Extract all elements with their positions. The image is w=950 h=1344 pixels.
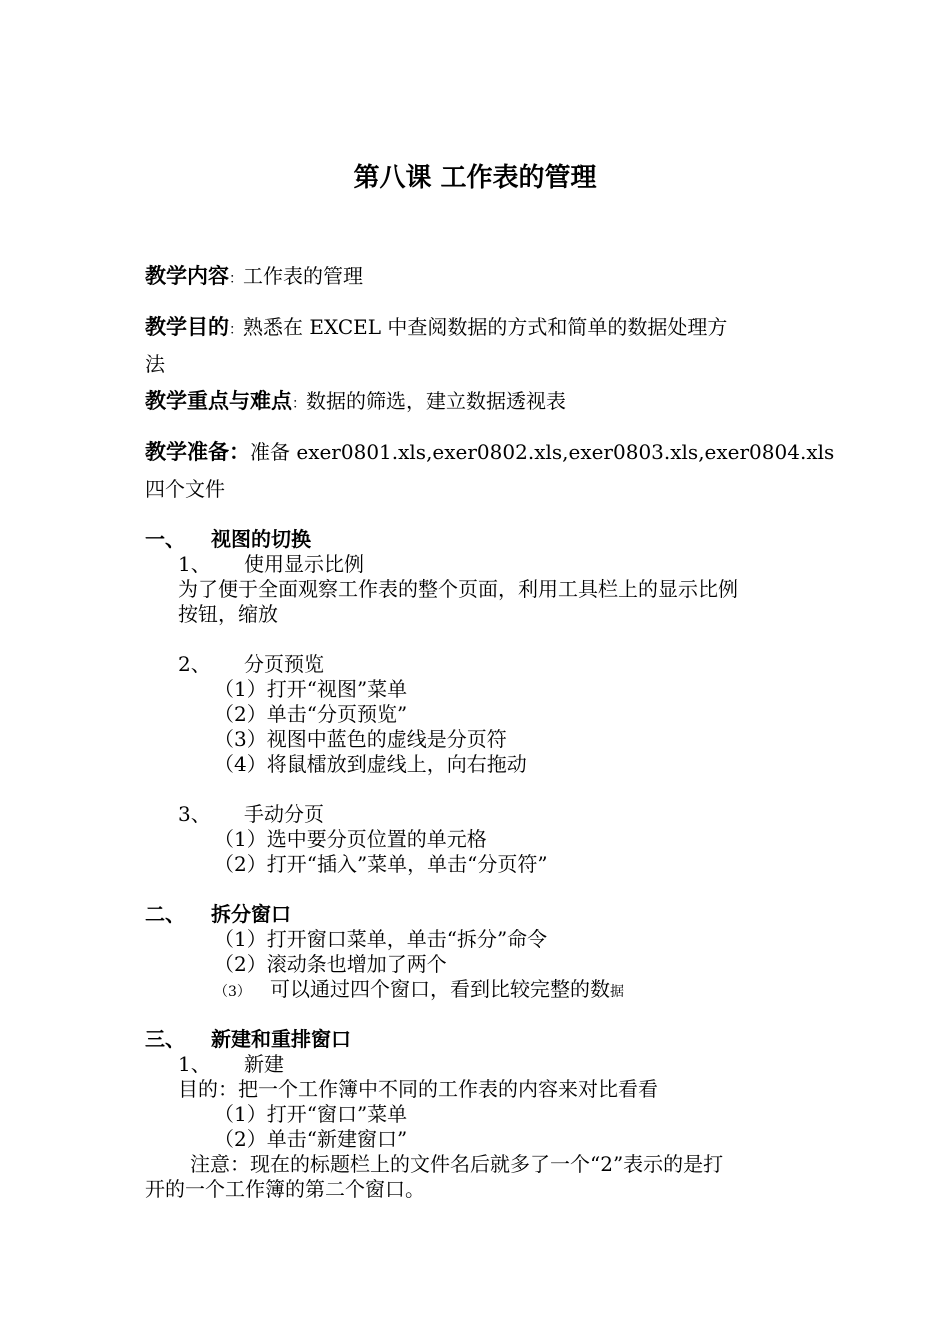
section-2-number: 二、 <box>145 902 185 926</box>
step-item: （4）将鼠檑放到虚线上，向右拖动 <box>214 752 527 776</box>
teaching-content: 教学内容：工作表的管理 <box>145 264 363 288</box>
teaching-focus-text: 数据的筛选，建立数据透视表 <box>306 389 566 413</box>
teaching-goal-label: 教学目的 <box>145 315 229 339</box>
step-item: （1）打开窗口菜单，单击“拆分”命令 <box>214 927 548 951</box>
teaching-prep-text-cont: 四个文件 <box>145 477 225 501</box>
subsection-1-1: 1、 使用显示比例 <box>178 552 364 576</box>
note-line: 开的一个工作簿的第二个窗口。 <box>145 1177 425 1201</box>
step-item: （1）打开“视图”菜单 <box>214 677 408 701</box>
teaching-prep-label: 教学准备： <box>145 440 250 464</box>
paragraph-line: 目的：把一个工作簿中不同的工作表的内容来对比看看 <box>178 1077 658 1101</box>
step-item: （2）单击“分页预览” <box>214 702 408 726</box>
subsection-1-3: 3、 手动分页 <box>178 802 324 826</box>
step-item: （2）单击“新建窗口” <box>214 1127 408 1151</box>
step-item: （3）视图中蓝色的虚线是分页符 <box>214 727 507 751</box>
teaching-goal-text-cont: 法 <box>145 352 165 376</box>
subsection-3-1: 1、 新建 <box>178 1052 284 1076</box>
section-1-number: 一、 <box>145 527 185 551</box>
teaching-content-label: 教学内容 <box>145 264 229 288</box>
teaching-prep-text: 准备 exer0801.xls,exer0802.xls,exer0803.xls,exer0804.xls <box>250 440 835 464</box>
teaching-goal: 教学目的：熟悉在 EXCEL 中查阅数据的方式和简单的数据处理方 <box>145 315 728 339</box>
section-1-title: 视图的切换 <box>211 527 311 551</box>
subsection-1-2: 2、 分页预览 <box>178 652 324 676</box>
teaching-content-text: 工作表的管理 <box>243 264 363 288</box>
note-line: 注意：现在的标题栏上的文件名后就多了一个“2”表示的是打 <box>190 1152 724 1176</box>
section-2-title: 拆分窗口 <box>211 902 291 926</box>
paragraph-line: 为了便于全面观察工作表的整个页面，利用工具栏上的显示比例 <box>178 577 738 601</box>
section-3-number: 三、 <box>145 1027 185 1051</box>
document-title: 第八课 工作表的管理 <box>353 163 597 193</box>
section-3-title: 新建和重排窗口 <box>211 1027 351 1051</box>
teaching-focus: 教学重点与难点：数据的筛选，建立数据透视表 <box>145 389 566 413</box>
teaching-prep <box>145 436 834 466</box>
step-item: （3） 可以通过四个窗口，看到比较完整的数据 <box>214 977 624 1001</box>
paragraph-line: 按钮，缩放 <box>178 602 278 626</box>
step-item: （2）滚动条也增加了两个 <box>214 952 447 976</box>
teaching-goal-text: 熟悉在 EXCEL 中查阅数据的方式和简单的数据处理方 <box>243 315 728 339</box>
step-item: （1）选中要分页位置的单元格 <box>214 827 487 851</box>
teaching-focus-label: 教学重点与难点 <box>145 389 292 413</box>
step-item: （2）打开“插入”菜单，单击“分页符” <box>214 852 548 876</box>
step-item: （1）打开“窗口”菜单 <box>214 1102 408 1126</box>
